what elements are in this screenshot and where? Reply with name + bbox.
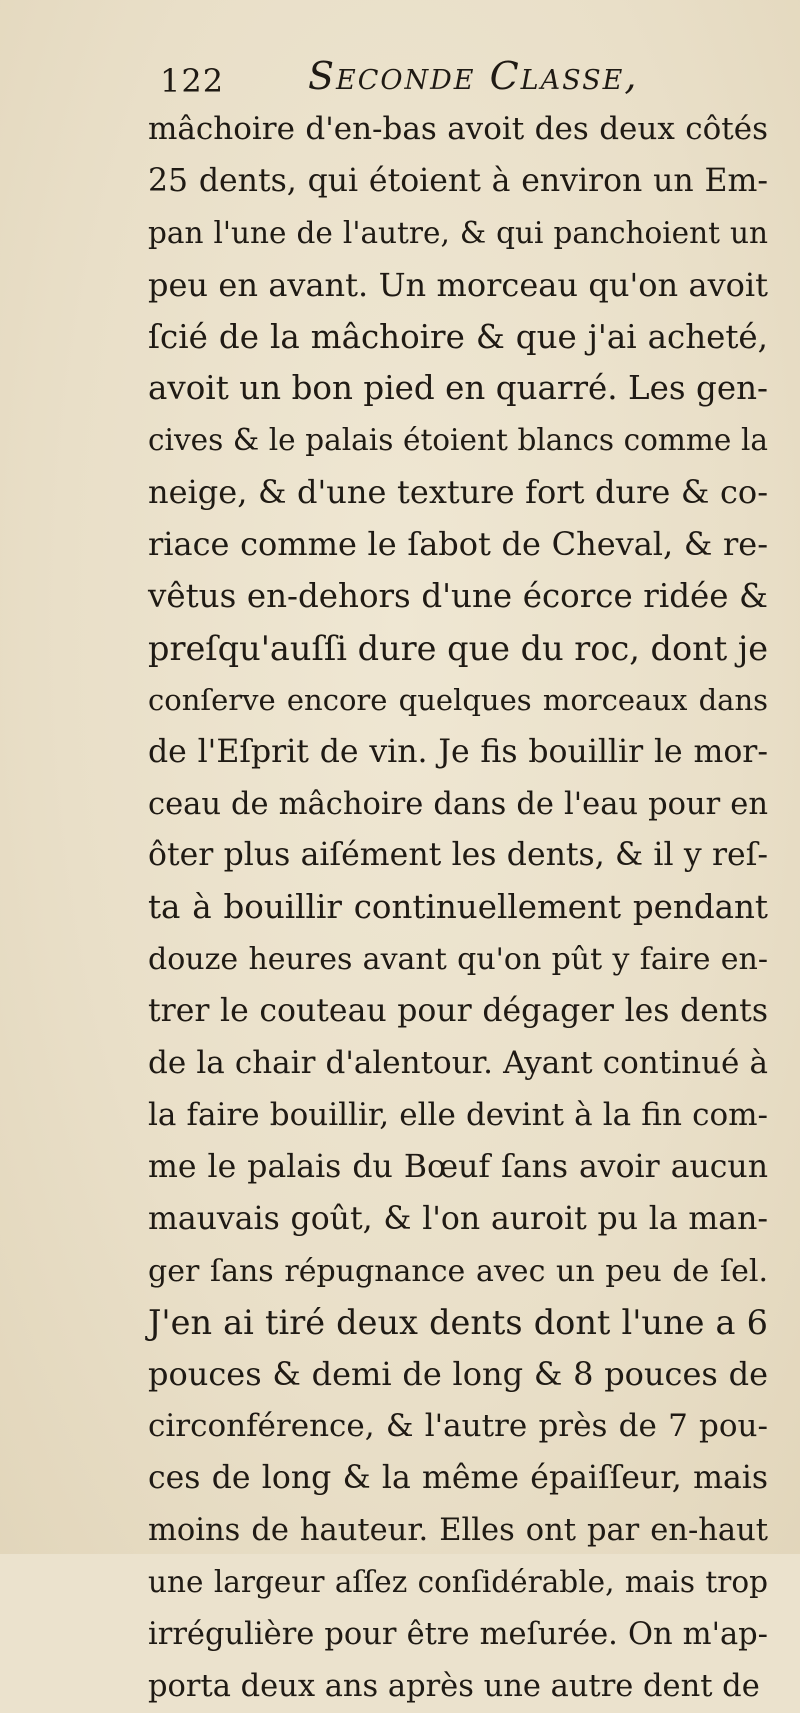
text-line: ceau de mâchoire dans de l'eau pour en [148,786,768,822]
text-line: de l'Eſprit de vin. Je fis bouillir le mor- [148,733,768,770]
body-text [148,104,768,1713]
text-line: une largeur aſſez conſidérable, mais trop [148,1564,768,1599]
text-line: pouces & demi de long & 8 pouces de [148,1355,768,1394]
text-line: me le palais du Bœuf ſans avoir aucun [148,1148,768,1185]
text-line: mauvais goût, & l'on auroit pu la man- [148,1200,768,1237]
text-line: porta deux ans après une autre dent de [148,1668,760,1704]
text-line: neige, & d'une texture fort dure & co- [148,473,768,512]
text-line: conſerve encore quelques morceaux dans [148,682,768,717]
text-line: ta à bouillir continuellement pendant [148,888,768,927]
text-line: ſcié de la mâchoire & que j'ai acheté, [148,317,768,356]
text-line: peu en avant. Un morceau qu'on avoit [148,265,768,304]
text-line: avoit un bon pied en quarré. Les gen- [148,369,768,408]
text-line: ces de long & la même épaiſſeur, mais [148,1460,768,1497]
text-line: trer le couteau pour dégager les dents [148,993,768,1030]
text-line: de la chair d'alentour. Ayant continué à [148,1045,768,1082]
text-line: ger ſans répugnance avec un peu de ſel. [148,1253,768,1289]
page-header [160,52,760,102]
text-line: douze heures avant qu'on pût y faire en- [148,942,768,978]
text-line: preſqu'auſſi dure que du roc, dont je [148,628,769,668]
text-line: cives & le palais étoient blancs comme la [148,423,768,458]
text-line: pan l'une de l'autre, & qui panchoient un [148,215,768,250]
text-line: ôter plus aiſément les dents, & il y reſ- [148,837,768,874]
text-line: riace comme le ſabot de Cheval, & re- [148,525,768,564]
text-line: 25 dents, qui étoient à environ un Em- [148,162,768,199]
page-number: 122 [160,62,225,100]
text-line: vêtus en-dehors d'une écorce ridée & [148,577,768,616]
text-line: circonférence, & l'autre près de 7 pou- [148,1408,768,1445]
text-line: la faire bouillir, elle devint à la fin com- [148,1096,768,1133]
text-line: J'en ai tiré deux dents dont l'une a 6 [148,1303,768,1343]
text-line: irrégulière pour être meſurée. On m'ap- [148,1616,768,1652]
text-line: moins de hauteur. Elles ont par en-haut [148,1513,768,1549]
running-head: Seconde Classe, [308,54,639,98]
text-line: mâchoire d'en-bas avoit des deux côtés [148,111,768,147]
